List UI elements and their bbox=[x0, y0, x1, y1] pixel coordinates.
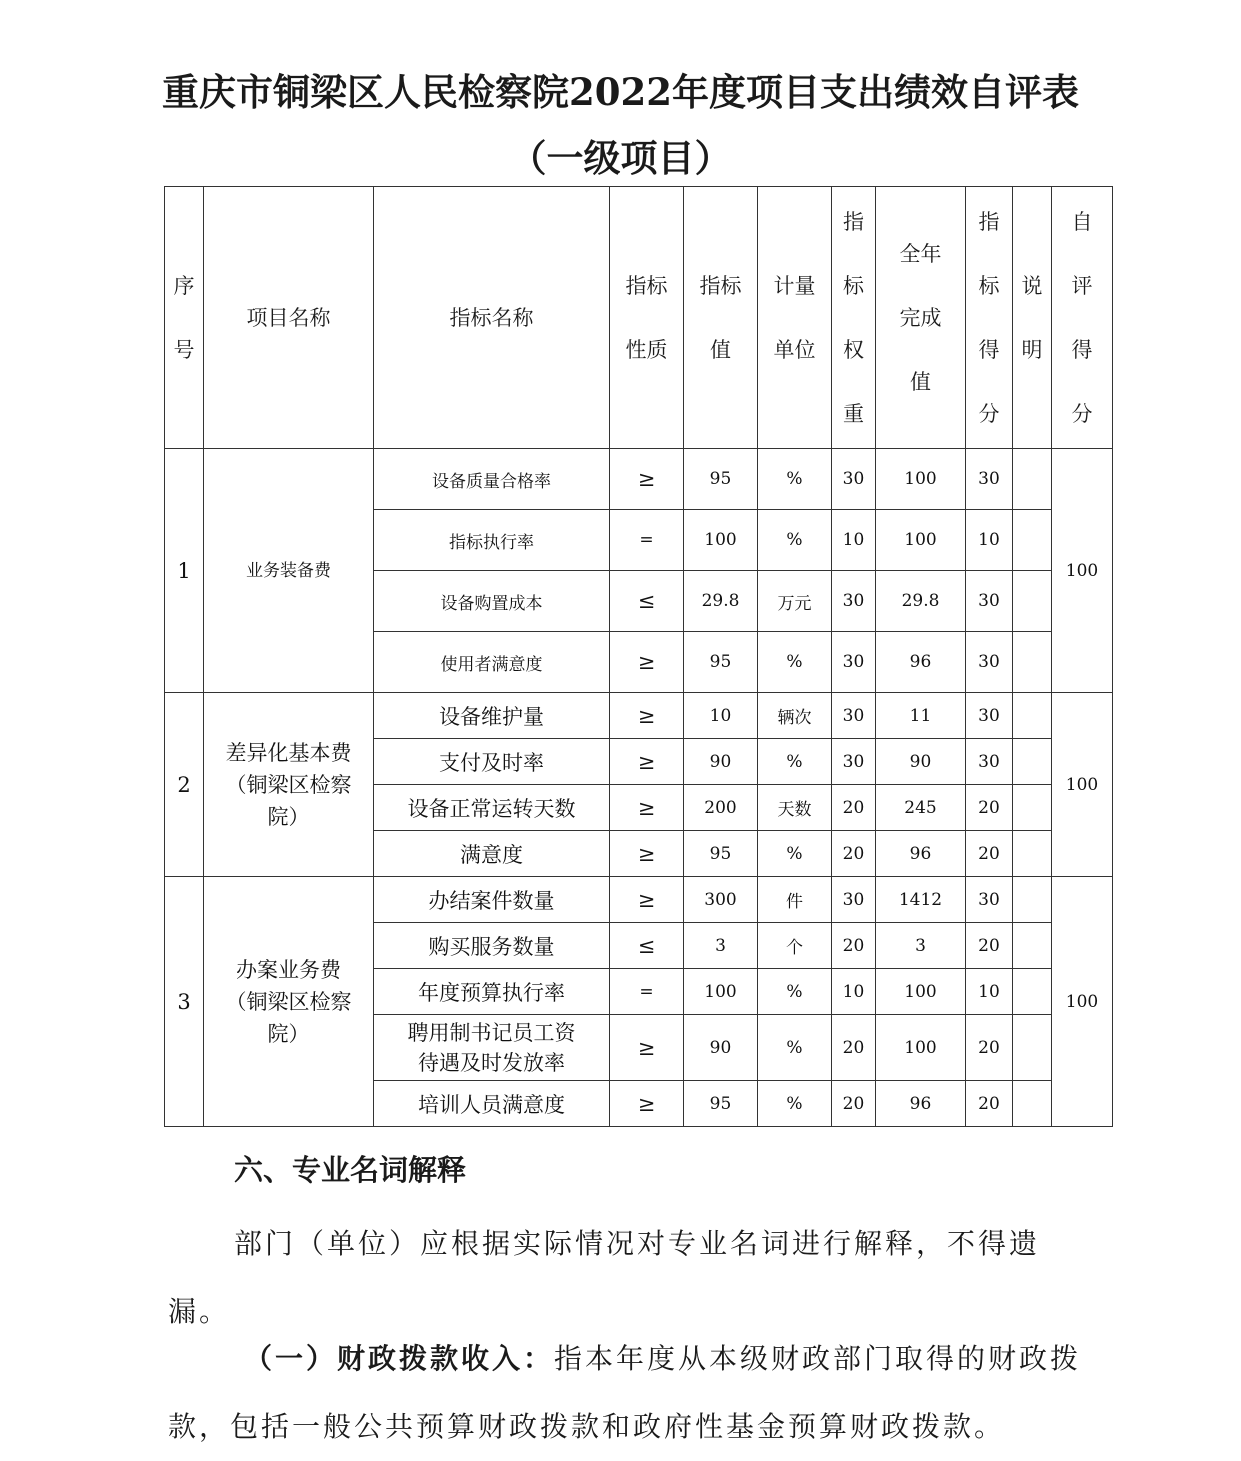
table-header-row bbox=[165, 187, 1113, 449]
project-seq: 2 bbox=[165, 693, 204, 877]
indicator-unit: 个 bbox=[758, 923, 832, 969]
indicator-name: 聘用制书记员工资待遇及时发放率 bbox=[374, 1015, 610, 1081]
indicator-weight: 20 bbox=[832, 1081, 876, 1127]
indicator-unit: % bbox=[758, 632, 832, 693]
indicator-weight: 30 bbox=[832, 449, 876, 510]
indicator-name: 办结案件数量 bbox=[374, 877, 610, 923]
indicator-name: 设备购置成本 bbox=[374, 571, 610, 632]
indicator-weight: 30 bbox=[832, 693, 876, 739]
indicator-nature: ≥ bbox=[610, 739, 684, 785]
indicator-weight: 10 bbox=[832, 969, 876, 1015]
indicator-nature: ≤ bbox=[610, 923, 684, 969]
indicator-nature: ≥ bbox=[610, 785, 684, 831]
indicator-unit: 万元 bbox=[758, 571, 832, 632]
indicator-actual: 29.8 bbox=[876, 571, 966, 632]
project-seq: 3 bbox=[165, 877, 204, 1127]
indicator-name: 设备质量合格率 bbox=[374, 449, 610, 510]
indicator-note bbox=[1013, 969, 1052, 1015]
indicator-unit: 件 bbox=[758, 877, 832, 923]
header-self-score: 自 评 得 分 bbox=[1052, 187, 1113, 449]
indicator-unit: 天数 bbox=[758, 785, 832, 831]
indicator-actual: 96 bbox=[876, 1081, 966, 1127]
indicator-note bbox=[1013, 877, 1052, 923]
indicator-unit: % bbox=[758, 510, 832, 571]
indicator-weight: 20 bbox=[832, 923, 876, 969]
indicator-weight: 30 bbox=[832, 739, 876, 785]
term-definition bbox=[168, 1325, 1088, 1461]
performance-table bbox=[164, 186, 1113, 1127]
table-row bbox=[165, 449, 1113, 510]
indicator-unit: % bbox=[758, 969, 832, 1015]
indicator-value: 95 bbox=[684, 449, 758, 510]
indicator-score: 20 bbox=[966, 831, 1013, 877]
indicator-name: 支付及时率 bbox=[374, 739, 610, 785]
indicator-value: 100 bbox=[684, 510, 758, 571]
document-subtitle: （一级项目） bbox=[509, 136, 732, 180]
indicator-value: 29.8 bbox=[684, 571, 758, 632]
indicator-score: 20 bbox=[966, 1081, 1013, 1127]
indicator-unit: % bbox=[758, 739, 832, 785]
indicator-value: 95 bbox=[684, 632, 758, 693]
indicator-weight: 30 bbox=[832, 632, 876, 693]
indicator-note bbox=[1013, 1081, 1052, 1127]
section-paragraph: 部门（单位）应根据实际情况对专业名词进行解释，不得遗漏。 bbox=[168, 1227, 1041, 1328]
indicator-actual: 100 bbox=[876, 510, 966, 571]
indicator-weight: 10 bbox=[832, 510, 876, 571]
indicator-name: 指标执行率 bbox=[374, 510, 610, 571]
indicator-nature: ≥ bbox=[610, 632, 684, 693]
indicator-nature: = bbox=[610, 510, 684, 571]
indicator-actual: 100 bbox=[876, 969, 966, 1015]
indicator-actual: 100 bbox=[876, 1015, 966, 1081]
indicator-name: 满意度 bbox=[374, 831, 610, 877]
self-score: 100 bbox=[1052, 693, 1113, 877]
project-name: 业务装备费 bbox=[204, 449, 374, 693]
indicator-value: 90 bbox=[684, 1015, 758, 1081]
indicator-score: 30 bbox=[966, 693, 1013, 739]
indicator-nature: ≥ bbox=[610, 1081, 684, 1127]
indicator-unit: % bbox=[758, 1015, 832, 1081]
document-title: 重庆市铜梁区人民检察院2022年度项目支出绩效自评表 bbox=[162, 70, 1079, 114]
indicator-weight: 20 bbox=[832, 831, 876, 877]
indicator-score: 10 bbox=[966, 969, 1013, 1015]
indicator-name: 培训人员满意度 bbox=[374, 1081, 610, 1127]
indicator-score: 30 bbox=[966, 571, 1013, 632]
header-annual-actual: 全年 完成 值 bbox=[876, 187, 966, 449]
indicator-nature: ≥ bbox=[610, 693, 684, 739]
table-row bbox=[165, 877, 1113, 923]
indicator-weight: 20 bbox=[832, 1015, 876, 1081]
indicator-nature: ≥ bbox=[610, 449, 684, 510]
indicator-value: 95 bbox=[684, 831, 758, 877]
indicator-unit: % bbox=[758, 831, 832, 877]
indicator-score: 20 bbox=[966, 923, 1013, 969]
indicator-score: 10 bbox=[966, 510, 1013, 571]
indicator-note bbox=[1013, 785, 1052, 831]
indicator-score: 30 bbox=[966, 632, 1013, 693]
indicator-nature: ≥ bbox=[610, 1015, 684, 1081]
header-unit: 计量 单位 bbox=[758, 187, 832, 449]
indicator-weight: 30 bbox=[832, 571, 876, 632]
header-note: 说 明 bbox=[1013, 187, 1052, 449]
indicator-name: 设备维护量 bbox=[374, 693, 610, 739]
indicator-note bbox=[1013, 1015, 1052, 1081]
indicator-note bbox=[1013, 449, 1052, 510]
header-indicator-name: 指标名称 bbox=[374, 187, 610, 449]
indicator-nature: ≥ bbox=[610, 831, 684, 877]
indicator-unit: % bbox=[758, 1081, 832, 1127]
indicator-actual: 96 bbox=[876, 831, 966, 877]
indicator-value: 3 bbox=[684, 923, 758, 969]
indicator-note bbox=[1013, 923, 1052, 969]
indicator-value: 300 bbox=[684, 877, 758, 923]
indicator-name: 设备正常运转天数 bbox=[374, 785, 610, 831]
indicator-unit: % bbox=[758, 449, 832, 510]
indicator-actual: 100 bbox=[876, 449, 966, 510]
indicator-name: 购买服务数量 bbox=[374, 923, 610, 969]
indicator-actual: 245 bbox=[876, 785, 966, 831]
indicator-value: 100 bbox=[684, 969, 758, 1015]
indicator-actual: 90 bbox=[876, 739, 966, 785]
indicator-actual: 3 bbox=[876, 923, 966, 969]
indicator-actual: 11 bbox=[876, 693, 966, 739]
indicator-score: 30 bbox=[966, 449, 1013, 510]
indicator-score: 20 bbox=[966, 1015, 1013, 1081]
indicator-note bbox=[1013, 831, 1052, 877]
indicator-nature: ≤ bbox=[610, 571, 684, 632]
indicator-value: 90 bbox=[684, 739, 758, 785]
indicator-note bbox=[1013, 510, 1052, 571]
project-name: 差异化基本费 （铜梁区检察 院） bbox=[204, 693, 374, 877]
project-seq: 1 bbox=[165, 449, 204, 693]
indicator-note bbox=[1013, 693, 1052, 739]
section-heading: 六、专业名词解释 bbox=[234, 1153, 467, 1187]
term-label: （一）财政拨款收入： bbox=[244, 1342, 555, 1375]
project-name: 办案业务费 （铜梁区检察 院） bbox=[204, 877, 374, 1127]
table-row bbox=[165, 693, 1113, 739]
term-text: 指本年度从本级财政部门取得的财政拨款，包括一般公共预算财政拨款和政府性基金预算财政拨款。 bbox=[168, 1342, 1082, 1443]
header-indicator-score: 指 标 得 分 bbox=[966, 187, 1013, 449]
indicator-nature: = bbox=[610, 969, 684, 1015]
indicator-note bbox=[1013, 571, 1052, 632]
header-project-name: 项目名称 bbox=[204, 187, 374, 449]
indicator-score: 20 bbox=[966, 785, 1013, 831]
indicator-actual: 96 bbox=[876, 632, 966, 693]
indicator-nature: ≥ bbox=[610, 877, 684, 923]
self-score: 100 bbox=[1052, 877, 1113, 1127]
indicator-value: 10 bbox=[684, 693, 758, 739]
indicator-note bbox=[1013, 632, 1052, 693]
indicator-name: 使用者满意度 bbox=[374, 632, 610, 693]
self-score: 100 bbox=[1052, 449, 1113, 693]
indicator-value: 95 bbox=[684, 1081, 758, 1127]
indicator-value: 200 bbox=[684, 785, 758, 831]
indicator-note bbox=[1013, 739, 1052, 785]
indicator-unit: 辆次 bbox=[758, 693, 832, 739]
header-seq: 序 号 bbox=[165, 187, 204, 449]
header-weight: 指 标 权 重 bbox=[832, 187, 876, 449]
indicator-weight: 20 bbox=[832, 785, 876, 831]
header-indicator-nature: 指标 性质 bbox=[610, 187, 684, 449]
indicator-score: 30 bbox=[966, 739, 1013, 785]
indicator-score: 30 bbox=[966, 877, 1013, 923]
indicator-actual: 1412 bbox=[876, 877, 966, 923]
indicator-weight: 30 bbox=[832, 877, 876, 923]
header-indicator-value: 指标 值 bbox=[684, 187, 758, 449]
indicator-name: 年度预算执行率 bbox=[374, 969, 610, 1015]
